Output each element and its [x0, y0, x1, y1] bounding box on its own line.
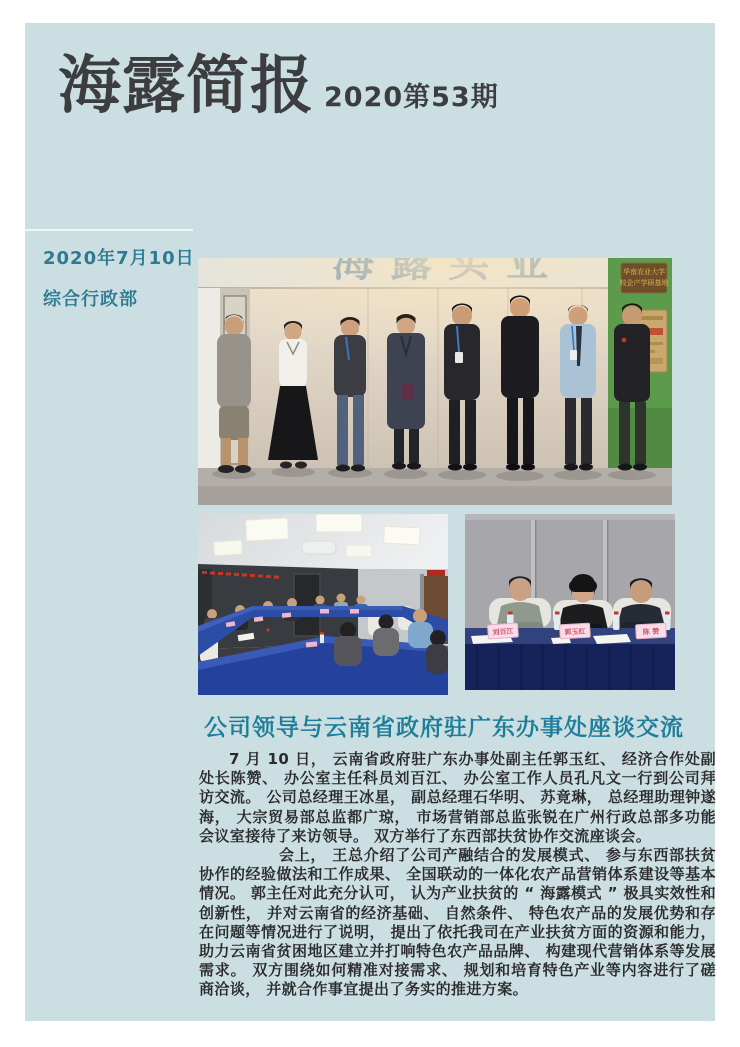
- article-paragraph-2: 会上， 王总介绍了公司产融结合的发展模式、 参与东西部扶贫协作的经验做法和工作成果、 全国联动的一体化农产品营销体系建设等基本情况。 郭主任对此充分认可， 认为产业扶贫的 “ 海露模式 ” 极具实效性和创新性， 并对云南省的经济基础、 自然条件、 特色农产品的发展优势和存在问题等情况进行了说明， 提出了依托我司在产业扶贫方面的资源和能力， 助力云南省贫困地区建立并打响特色农产品品牌、 构建现代营销体系等发展需求。 双方围绕如何精准对接需求、 规划和培育特色产业等内容进行了磋商洽谈， 并就合作事宜提出了务实的推进方案。: [199, 846, 716, 999]
- department-name: 综合行政部: [43, 289, 138, 310]
- head-table-photo: [465, 514, 675, 690]
- meeting-room-illustration: [198, 514, 448, 695]
- plaque-line1: 华南农业大学: [623, 268, 665, 276]
- masthead: [58, 49, 499, 122]
- article-body: [199, 750, 716, 1000]
- newsletter-title: 海露简报: [58, 49, 314, 122]
- article-paragraph-1: 7 月 10 日， 云南省政府驻广东办事处副主任郭玉红、 经济合作处副处长陈赞、 办公室主任科员刘百江、 办公室工作人员孔凡文一行到公司拜访交流。 公司总经理王冰星， 副总经理石华明、 苏竟琳， 总经理助理钟遂海， 大宗贸易部总监都广琼， 市场营销部总监张锐在广州行政总部多功能会议室接待了来访领导。 双方举行了东西部扶贫协作交流座谈会。: [199, 750, 716, 845]
- meeting-room-photo: [198, 514, 448, 695]
- issue-number: 2020第53期: [324, 82, 499, 114]
- panel-background: [25, 23, 715, 1021]
- group-photo-illustration: [198, 258, 672, 505]
- name-card-chen: 陈 赞: [642, 627, 660, 637]
- sidebar-divider-line: [25, 229, 193, 231]
- head-table-illustration: [465, 514, 675, 690]
- table-skirt: [465, 644, 675, 690]
- plaque-line2: 校企产学研基地: [619, 279, 669, 287]
- name-card-liu: 刘百江: [492, 627, 514, 637]
- publish-date: 2020年7月10日: [43, 248, 195, 269]
- article-headline: 公司领导与云南省政府驻广东办事处座谈交流: [204, 715, 684, 741]
- university-plaque: [620, 263, 669, 293]
- name-cards: [487, 623, 666, 639]
- name-card-guo: 郭玉红: [564, 627, 586, 637]
- group-photo: [198, 258, 672, 505]
